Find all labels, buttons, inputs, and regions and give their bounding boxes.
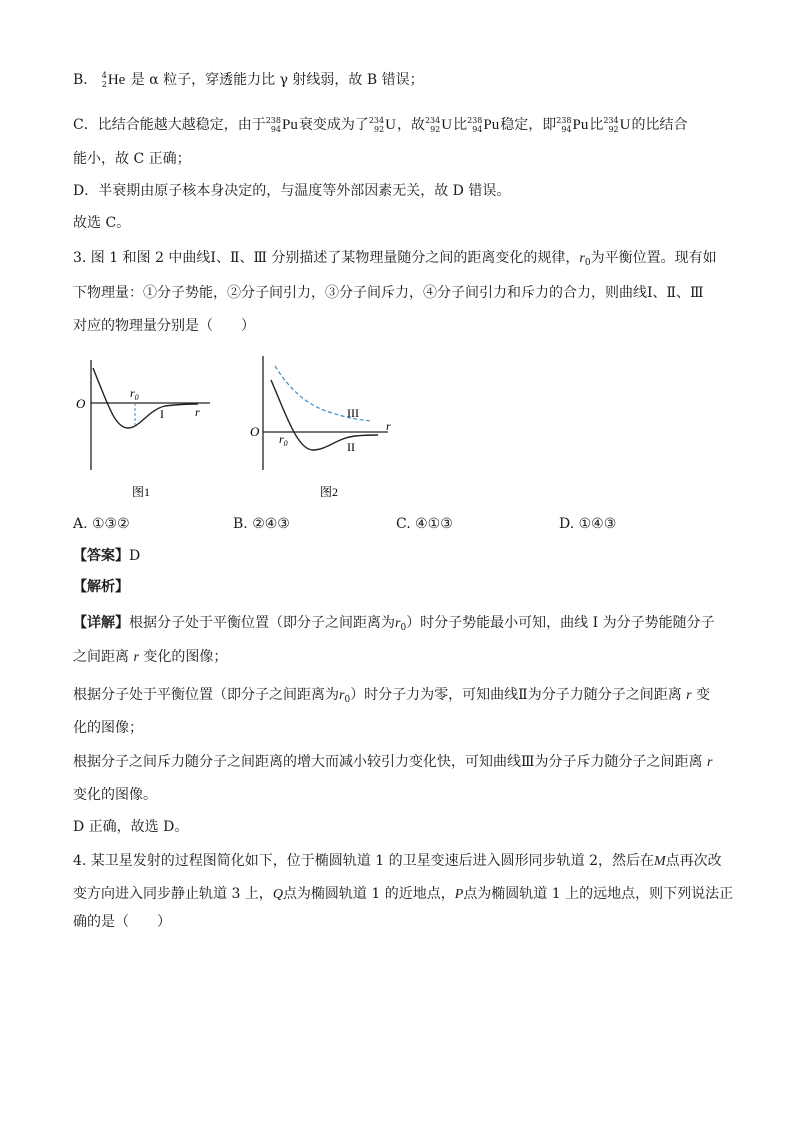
- fig1-curve-I: [93, 368, 198, 428]
- detail-line4: 化的图像；: [73, 720, 143, 736]
- option-d: D. ①④③: [559, 516, 617, 532]
- figure-2-force-curves: [245, 350, 405, 505]
- fig1-r0-label: $r_0$: [130, 386, 139, 402]
- option-c-explanation: C．比结合能越大越稳定，由于 238 94 Pu衰变成为了 234 92 U，故 234 92 U比 238 94 Pu稳定，即 238 94 Pu比 234 92 U的比结合: [73, 116, 688, 134]
- fig2-caption: 图2: [320, 485, 339, 499]
- answer-tag: 【答案】: [73, 548, 129, 564]
- q3-line1: 3. 图 1 和图 2 中曲线Ⅰ、Ⅱ、Ⅲ 分别描述了某物理量随分之间的距离变化的规律，$r_0$为平衡位置。现有如: [73, 250, 717, 268]
- figure-1-potential-energy-curve: [70, 350, 220, 505]
- fig1-r-axis-label: r: [195, 405, 200, 419]
- helium-isotope: 4 2 He: [101, 71, 126, 89]
- q3-line2: 下物理量：①分子势能，②分子间引力，③分子间斥力，④分子间引力和斥力的合力，则曲线Ⅰ、Ⅱ、Ⅲ: [73, 285, 704, 301]
- q4-line3: 确的是（ ）: [73, 914, 171, 930]
- q3-line3: 对应的物理量分别是（ ）: [73, 318, 255, 334]
- fig1-origin-label: O: [76, 396, 86, 411]
- q4-line2: 变方向进入同步静止轨道 3 上，Q点为椭圆轨道 1 的近地点，P点为椭圆轨道 1 上的远地点，则下列说法正: [73, 886, 734, 902]
- fig1-curve-label: I: [160, 407, 164, 421]
- fig2-label-II: II: [347, 440, 355, 454]
- choose-c-text: 故选 C。: [73, 215, 131, 231]
- option-c-continued: 能小，故 C 正确；: [73, 151, 191, 167]
- option-b-explanation: B． 4 2 He 是 α 粒子，穿透能力比 γ 射线弱，故 B 错误；: [73, 71, 424, 89]
- detail-line2: 之间距离 r 变化的图像；: [73, 649, 228, 665]
- fig2-r0-label: $r_0$: [279, 432, 288, 448]
- analysis-tag: 【解析】: [73, 579, 129, 595]
- fig2-r-axis-label: r: [386, 419, 391, 433]
- option-b: B. ②④③: [233, 516, 290, 532]
- fig2-origin-label: O: [250, 424, 260, 439]
- detail-line1: 【详解】根据分子处于平衡位置（即分子之间距离为$r_0$）时分子势能最小可知，曲线 I 为分子势能随分子: [73, 615, 715, 633]
- detail-line3: 根据分子处于平衡位置（即分子之间距离为$r_0$）时分子力为零，可知曲线Ⅱ为分子力随分子之间距离 r 变: [73, 687, 711, 705]
- detail-line6: 变化的图像。: [73, 787, 157, 803]
- q4-line1: 4. 某卫星发射的过程图简化如下，位于椭圆轨道 1 的卫星变速后进入圆形同步轨道 2，然后在M点再次改: [73, 853, 722, 869]
- option-d-explanation: D．半衰期由原子核本身决定的，与温度等外部因素无关，故 D 错误。: [73, 183, 511, 199]
- detail-line5: 根据分子之间斥力随分子之间距离的增大而减小较引力变化快，可知曲线Ⅲ为分子斥力随分子之间距离 r: [73, 754, 713, 770]
- answer-line: [73, 546, 140, 566]
- fig2-label-III: III: [347, 406, 359, 420]
- answer-value: D: [129, 548, 141, 564]
- d-correct-line: D 正确，故选 D。: [73, 819, 189, 835]
- option-a: A. ①③②: [73, 516, 130, 532]
- option-c: C. ④①③: [396, 516, 453, 532]
- fig1-caption: 图1: [132, 485, 151, 499]
